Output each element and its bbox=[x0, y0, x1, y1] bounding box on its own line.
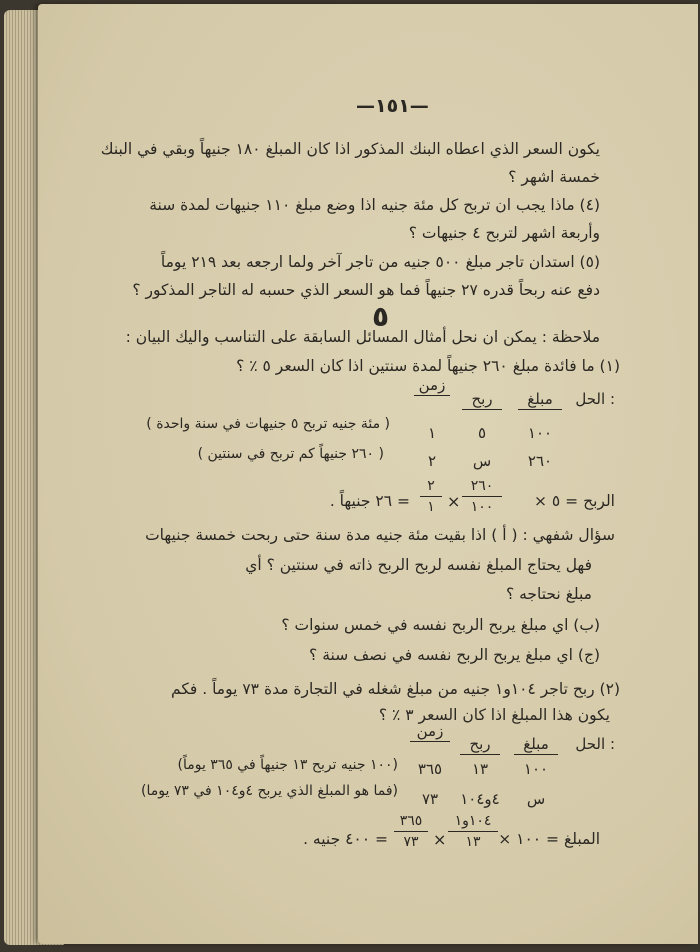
oral-question-line: (ج) اي مبلغ يربح الربح نفسه في نصف سنة ؟ bbox=[309, 646, 600, 664]
denominator: ١ bbox=[427, 499, 435, 515]
fraction-bar bbox=[462, 496, 502, 497]
fraction bbox=[394, 813, 428, 850]
oral-question-line: مبلغ نحتاجه ؟ bbox=[505, 585, 592, 603]
multiply-sign: × bbox=[447, 492, 461, 511]
oral-question-line: سؤال شفهي : ( أ ) اذا بقيت مئة جنيه مدة سنة حتى ربحت خمسة جنيهات bbox=[145, 526, 615, 544]
numerator: ٣٦٥ bbox=[399, 813, 423, 829]
text-line: (٤) ماذا يجب ان تربح كل مئة جنيه اذا وضع مبلغ ١١٠ جنيهات لمدة سنة bbox=[149, 196, 600, 214]
calc-result: = ٢٦ جنيهاً . bbox=[329, 492, 410, 510]
numerator: ٢٦٠ bbox=[470, 478, 494, 494]
cell: ١ bbox=[427, 424, 437, 442]
cell: ١٠٠ bbox=[523, 760, 549, 778]
problem-line: (٢) ربح تاجر ١٠٤و١ جنيه من مبلغ شغله في التجارة مدة ٧٣ يوماً . فكم bbox=[171, 680, 620, 698]
col-header-amount: مبلغ bbox=[514, 735, 558, 755]
cell: ٤و١٠٤ bbox=[460, 790, 500, 808]
problem-line: (١) ما فائدة مبلغ ٢٦٠ جنيهاً لمدة سنتين اذا كان السعر ٥ ٪ ؟ bbox=[236, 357, 620, 375]
fraction bbox=[462, 478, 502, 515]
text-line: يكون السعر الذي اعطاه البنك المذكور اذا كان المبلغ ١٨٠ جنيهاً وبقي في البنك bbox=[100, 140, 600, 158]
cell: ٧٣ bbox=[421, 790, 439, 808]
section-number: ٥ bbox=[372, 300, 390, 333]
page-number: —١٥١— bbox=[356, 95, 429, 117]
cell: ٥ bbox=[477, 424, 487, 442]
fraction-bar bbox=[420, 496, 442, 497]
cell: ١٠٠ bbox=[527, 424, 553, 442]
calc-label: المبلغ = ١٠٠ × bbox=[498, 830, 600, 848]
fraction bbox=[448, 813, 498, 850]
row-note: (١٠٠ جنيه تربح ١٣ جنيهاً في ٣٦٥ يوماً) bbox=[177, 757, 398, 773]
note-line: ملاحظة : يمكن ان نحل أمثال المسائل السابقة على التناسب واليك البيان : bbox=[125, 328, 600, 346]
fraction-bar bbox=[394, 831, 428, 832]
fraction bbox=[420, 478, 442, 515]
solution-label: الحل : bbox=[575, 735, 615, 753]
cell: س bbox=[472, 452, 492, 470]
text-line: خمسة اشهر ؟ bbox=[508, 168, 600, 186]
cell: ٢٦٠ bbox=[527, 452, 553, 470]
cell: ١٣ bbox=[471, 760, 489, 778]
text-line: (٥) استدان تاجر مبلغ ٥٠٠ جنيه من تاجر آخر ولما ارجعه بعد ٢١٩ يوماً bbox=[160, 253, 600, 271]
calc-result: = ٤٠٠ جنيه . bbox=[303, 830, 388, 848]
cell: ٣٦٥ bbox=[417, 760, 443, 778]
numerator: ٢ bbox=[427, 478, 435, 494]
problem-line: يكون هذا المبلغ اذا كان السعر ٣ ٪ ؟ bbox=[378, 706, 610, 724]
col-header-time: زمن bbox=[414, 376, 450, 396]
col-header-profit: ربح bbox=[460, 735, 500, 755]
row-note: ( مئة جنيه تربح ٥ جنيهات في سنة واحدة ) bbox=[146, 416, 390, 432]
denominator: ١٠٠ bbox=[470, 499, 494, 515]
oral-question-line: (ب) اي مبلغ يربح الربح نفسه في خمس سنوات ؟ bbox=[281, 616, 600, 634]
calc-label: الربح = ٥ × bbox=[534, 492, 615, 510]
cell: ٢ bbox=[427, 452, 437, 470]
denominator: ١٣ bbox=[465, 834, 481, 850]
oral-question-line: فهل يحتاج المبلغ نفسه لربح الربح ذاته في سنتين ؟ أي bbox=[245, 556, 592, 574]
col-header-profit: ربح bbox=[462, 390, 502, 410]
denominator: ٧٣ bbox=[403, 834, 419, 850]
numerator: ١٠٤و١ bbox=[454, 813, 492, 829]
row-note: ( ٢٦٠ جنيهاً كم تربح في سنتين ) bbox=[197, 446, 384, 462]
col-header-amount: مبلغ bbox=[518, 390, 562, 410]
text-line: دفع عنه ربحاً قدره ٢٧ جنيهاً فما هو السعر الذي حسبه له التاجر المذكور ؟ bbox=[132, 281, 600, 299]
text-line: وأربعة اشهر لتربح ٤ جنيهات ؟ bbox=[408, 224, 600, 242]
cell: س bbox=[526, 790, 546, 808]
multiply-sign: × bbox=[433, 830, 447, 849]
solution-label: الحل : bbox=[575, 390, 615, 408]
col-header-time: زمن bbox=[410, 722, 450, 742]
fraction-bar bbox=[448, 831, 498, 832]
row-note: (فما هو المبلغ الذي يربح ٤و١٠٤ في ٧٣ يوما) bbox=[141, 783, 398, 799]
